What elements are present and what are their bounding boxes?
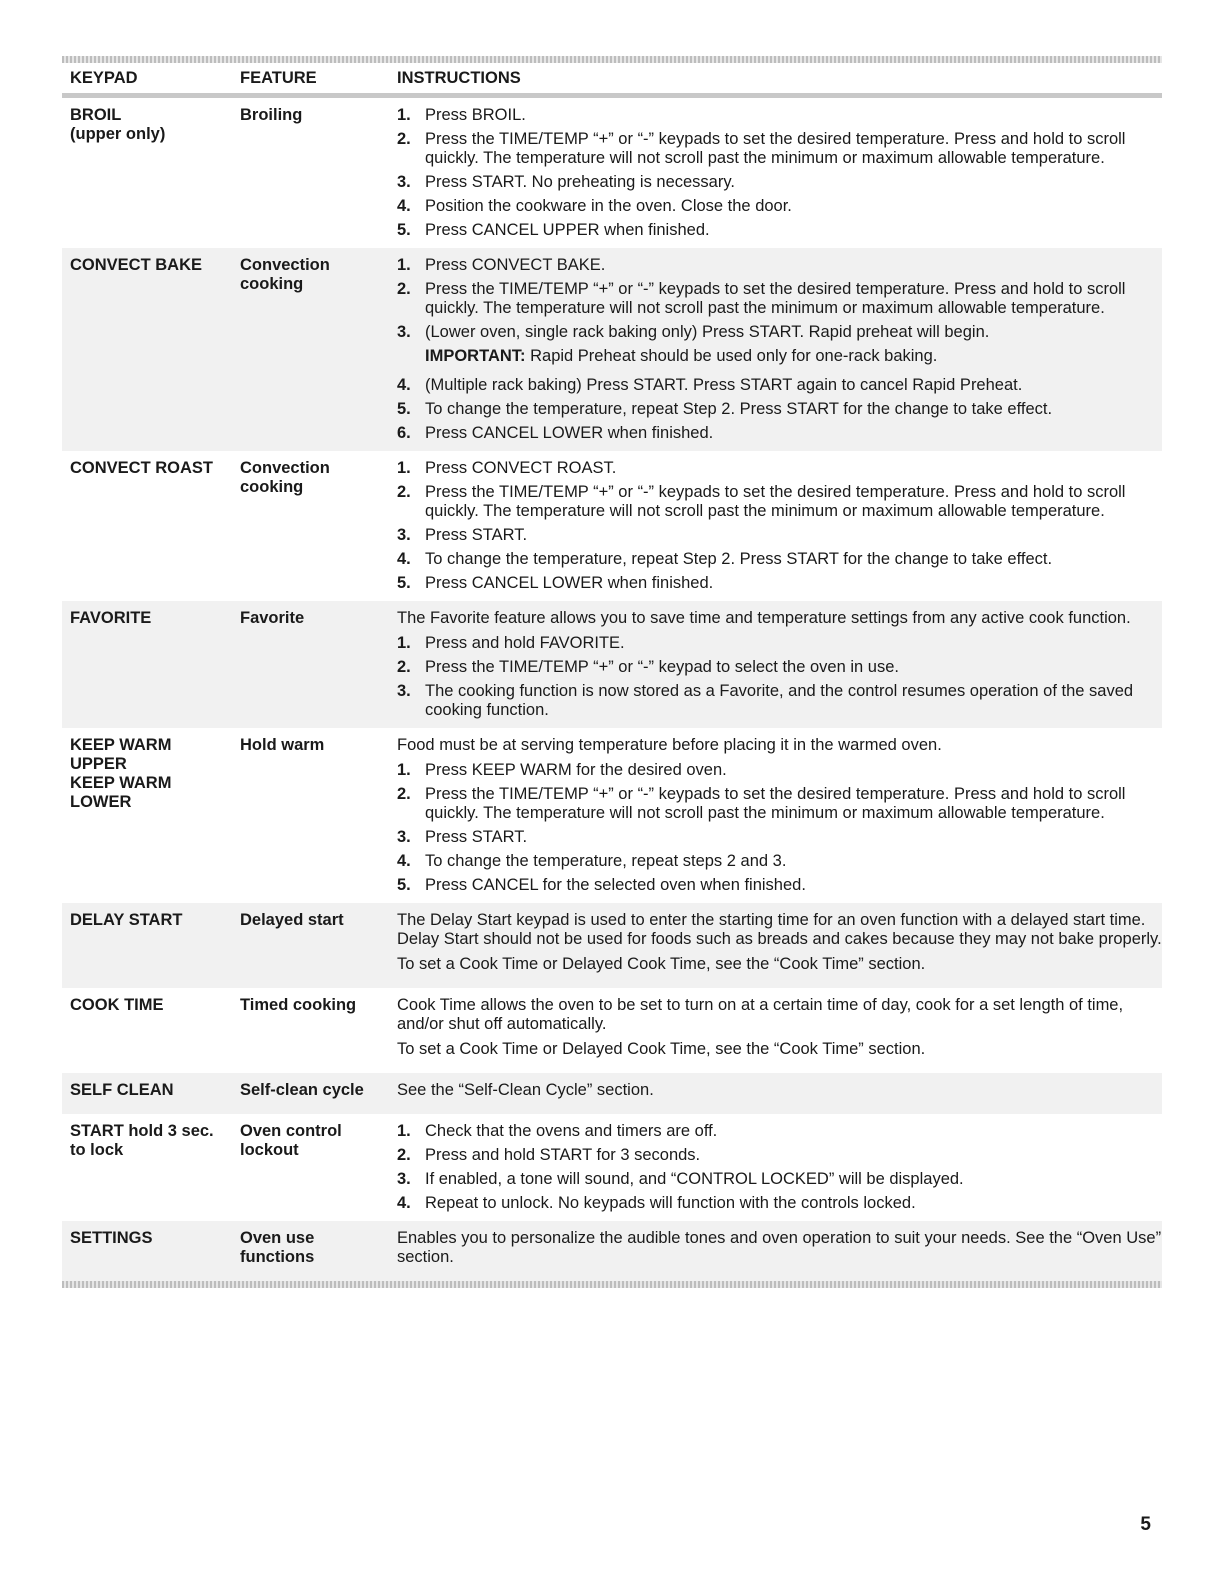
steps-list (397, 1122, 1162, 1213)
step-item (397, 876, 1162, 895)
keypad-cell: CONVECT BAKE (70, 256, 203, 274)
steps-list (397, 459, 1162, 593)
step-text: Repeat to unlock. No keypads will function with the controls locked. (425, 1194, 916, 1212)
instruction-intro: Cook Time allows the oven to be set to turn on at a certain time of day, cook for a set length of time, and/or shut off automatically. (397, 996, 1124, 1033)
keypad-cell: DELAY START (70, 911, 183, 929)
step-number: 1. (397, 256, 411, 274)
table-row (62, 1114, 1162, 1221)
step-text: To change the temperature, repeat Step 2. Press START for the change to take effect. (425, 550, 1053, 568)
step-text: (Multiple rack baking) Press START. Press START again to cancel Rapid Preheat. (425, 376, 1023, 394)
note-text: Rapid Preheat should be used only for one-rack baking. (525, 347, 938, 365)
feature-cell: Self-clean cycle (240, 1081, 364, 1099)
step-number: 3. (397, 828, 411, 846)
instruction-intro: The Delay Start keypad is used to enter the starting time for an oven function with a delayed start time. Delay Start should not be used for foods such as breads and cakes because they may not bake properly. (397, 911, 1162, 948)
step-item (397, 376, 1162, 395)
table-row (62, 601, 1162, 728)
step-text: If enabled, a tone will sound, and “CONTROL LOCKED” will be displayed. (425, 1170, 964, 1188)
step-item (397, 1122, 1162, 1141)
instruction-reference: To set a Cook Time or Delayed Cook Time, see the “Cook Time” section. (397, 1040, 926, 1058)
keypad-cell: SELF CLEAN (70, 1081, 174, 1099)
step-item (397, 852, 1162, 871)
instruction-intro: The Favorite feature allows you to save time and temperature settings from any active cook function. (397, 609, 1131, 627)
feature-cell: Convection cooking (240, 459, 330, 496)
step-text: Press CANCEL UPPER when finished. (425, 221, 710, 239)
step-item (397, 221, 1162, 240)
step-item (397, 197, 1162, 216)
step-text: Press CANCEL for the selected oven when finished. (425, 876, 806, 894)
page-number: 5 (1140, 1514, 1151, 1535)
step-item (397, 658, 1162, 677)
step-text: Position the cookware in the oven. Close the door. (425, 197, 792, 215)
table-row (62, 451, 1162, 601)
step-number: 1. (397, 106, 411, 124)
step-item (397, 424, 1162, 443)
step-text: The cooking function is now stored as a Favorite, and the control resumes operation of the saved cooking function. (425, 682, 1134, 719)
step-number: 3. (397, 323, 411, 341)
step-number: 4. (397, 852, 411, 870)
important-note (397, 347, 1162, 371)
step-item (397, 280, 1162, 318)
step-text: To change the temperature, repeat Step 2. Press START for the change to take effect. (425, 400, 1053, 418)
step-text: Press CANCEL LOWER when finished. (425, 574, 714, 592)
steps-list (397, 106, 1162, 240)
header-feature: FEATURE (240, 68, 317, 87)
step-text: Press START. (425, 828, 528, 846)
table-row (62, 1073, 1162, 1114)
keypad-cell: BROIL (upper only) (70, 106, 166, 143)
step-number: 4. (397, 550, 411, 568)
step-item (397, 323, 1162, 342)
keypad-cell: FAVORITE (70, 609, 152, 627)
step-number: 1. (397, 761, 411, 779)
step-number: 1. (397, 634, 411, 652)
feature-cell: Broiling (240, 106, 303, 124)
instructions-cell (397, 609, 1162, 720)
table-row (62, 728, 1162, 903)
table-row (62, 98, 1162, 248)
feature-cell: Favorite (240, 609, 305, 627)
instructions-cell (397, 106, 1162, 240)
step-text: Press the TIME/TEMP “+” or “-” keypads to set the desired temperature. Press and hold to scroll quickly. The temperature will not scroll past the minimum or maximum allowable temperature. (425, 785, 1126, 822)
keypad-cell: START hold 3 sec. to lock (70, 1122, 214, 1159)
table-row (62, 988, 1162, 1073)
step-item (397, 459, 1162, 478)
step-number: 3. (397, 1170, 411, 1188)
step-item (397, 828, 1162, 847)
instruction-intro: Food must be at serving temperature before placing it in the warmed oven. (397, 736, 942, 754)
feature-cell: Oven control lockout (240, 1122, 342, 1159)
table-row (62, 248, 1162, 451)
step-text: Press START. (425, 526, 528, 544)
step-text: Press KEEP WARM for the desired oven. (425, 761, 727, 779)
feature-cell: Timed cooking (240, 996, 357, 1014)
step-number: 1. (397, 459, 411, 477)
step-text: Check that the ovens and timers are off. (425, 1122, 718, 1140)
step-text: To change the temperature, repeat steps 2 and 3. (425, 852, 787, 870)
table-row (62, 903, 1162, 988)
step-item (397, 106, 1162, 125)
step-item (397, 785, 1162, 823)
step-number: 5. (397, 221, 411, 239)
step-number: 4. (397, 1194, 411, 1212)
steps-list (397, 634, 1162, 720)
instructions-cell (397, 1122, 1162, 1213)
header-instructions: INSTRUCTIONS (397, 68, 521, 87)
instructions-cell (397, 996, 1162, 1065)
step-item (397, 130, 1162, 168)
step-item (397, 1194, 1162, 1213)
step-number: 6. (397, 424, 411, 442)
step-number: 5. (397, 574, 411, 592)
feature-cell: Hold warm (240, 736, 325, 754)
feature-cell: Oven use functions (240, 1229, 315, 1266)
step-item (397, 400, 1162, 419)
steps-list (397, 256, 1162, 443)
step-text: Press START. No preheating is necessary. (425, 173, 735, 191)
step-text: Press CONVECT ROAST. (425, 459, 617, 477)
step-item (397, 761, 1162, 780)
keypad-cell: KEEP WARM UPPER KEEP WARM LOWER (70, 736, 172, 811)
instructions-cell (397, 736, 1162, 895)
step-number: 1. (397, 1122, 411, 1140)
instructions-cell (397, 1081, 1162, 1106)
step-number: 2. (397, 280, 411, 298)
steps-list (397, 761, 1162, 895)
control-table (62, 56, 1162, 1288)
step-item (397, 483, 1162, 521)
step-number: 5. (397, 400, 411, 418)
bottom-rule (62, 1281, 1162, 1288)
feature-cell: Convection cooking (240, 256, 330, 293)
step-number: 2. (397, 130, 411, 148)
table-header (62, 63, 1162, 98)
table-body (62, 98, 1162, 1281)
instructions-cell (397, 459, 1162, 593)
step-number: 2. (397, 483, 411, 501)
step-number: 2. (397, 1146, 411, 1164)
step-item (397, 550, 1162, 569)
step-number: 2. (397, 658, 411, 676)
instruction-intro: See the “Self-Clean Cycle” section. (397, 1081, 654, 1099)
step-number: 5. (397, 876, 411, 894)
header-keypad: KEYPAD (70, 68, 138, 87)
step-number: 3. (397, 682, 411, 700)
keypad-cell: SETTINGS (70, 1229, 153, 1247)
step-number: 3. (397, 526, 411, 544)
instruction-intro: Enables you to personalize the audible tones and oven operation to suit your needs. See the “Oven Use” section. (397, 1229, 1162, 1266)
instructions-cell (397, 911, 1162, 980)
step-text: (Lower oven, single rack baking only) Press START. Rapid preheat will begin. (425, 323, 990, 341)
step-text: Press CONVECT BAKE. (425, 256, 606, 274)
step-number: 4. (397, 376, 411, 394)
step-text: Press BROIL. (425, 106, 526, 124)
step-item (397, 682, 1162, 720)
step-text: Press CANCEL LOWER when finished. (425, 424, 714, 442)
keypad-cell: CONVECT ROAST (70, 459, 214, 477)
step-item (397, 526, 1162, 545)
step-text: Press the TIME/TEMP “+” or “-” keypads to set the desired temperature. Press and hold to scroll quickly. The temperature will not scroll past the minimum or maximum allowable temperature. (425, 280, 1126, 317)
keypad-cell: COOK TIME (70, 996, 164, 1014)
step-text: Press and hold FAVORITE. (425, 634, 625, 652)
instructions-cell (397, 256, 1162, 443)
step-text: Press the TIME/TEMP “+” or “-” keypad to select the oven in use. (425, 658, 899, 676)
step-text: Press and hold START for 3 seconds. (425, 1146, 701, 1164)
step-item (397, 173, 1162, 192)
note-label: IMPORTANT: (425, 347, 526, 365)
step-number: 2. (397, 785, 411, 803)
table-row (62, 1221, 1162, 1281)
instruction-reference: To set a Cook Time or Delayed Cook Time, see the “Cook Time” section. (397, 955, 926, 973)
step-text: Press the TIME/TEMP “+” or “-” keypads to set the desired temperature. Press and hold to scroll quickly. The temperature will not scroll past the minimum or maximum allowable temperature. (425, 483, 1126, 520)
step-item (397, 634, 1162, 653)
instructions-cell (397, 1229, 1162, 1273)
step-number: 4. (397, 197, 411, 215)
top-rule (62, 56, 1162, 63)
step-number: 3. (397, 173, 411, 191)
step-item (397, 1146, 1162, 1165)
step-item (397, 1170, 1162, 1189)
step-item (397, 574, 1162, 593)
step-item (397, 256, 1162, 275)
feature-cell: Delayed start (240, 911, 344, 929)
step-text: Press the TIME/TEMP “+” or “-” keypads to set the desired temperature. Press and hold to scroll quickly. The temperature will not scroll past the minimum or maximum allowable temperature. (425, 130, 1126, 167)
